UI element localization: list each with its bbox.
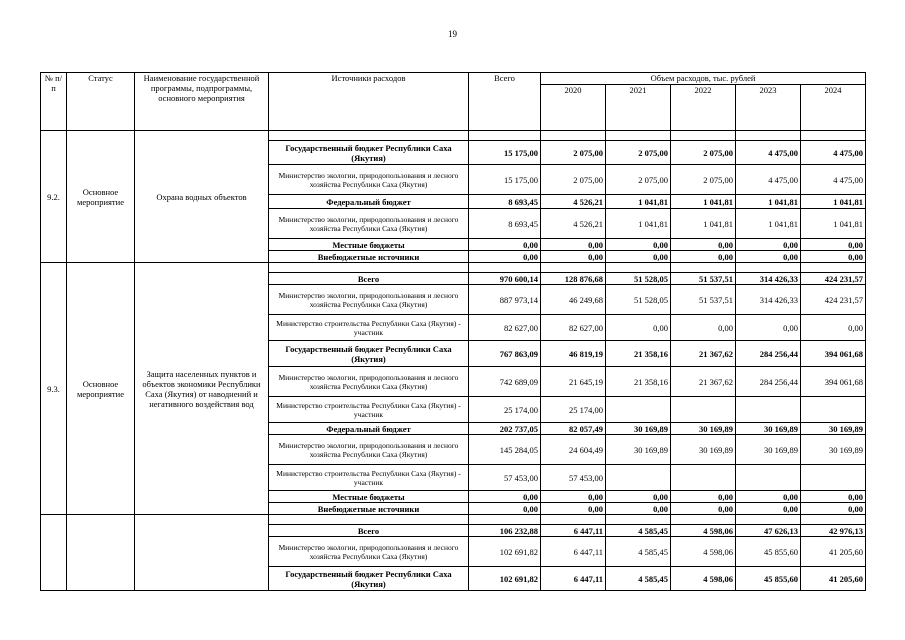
spacer-cell [736,131,801,141]
year-value-cell: 0,00 [671,503,736,515]
source-cell: Министерство экологии, природопользования и лесного хозяйства Республики Саха (Якутия) [269,435,469,465]
year-value-cell: 0,00 [606,239,671,251]
year-value-cell: 57 453,00 [541,465,606,491]
total-value-cell: 0,00 [469,251,541,263]
year-value-cell: 4 475,00 [801,165,866,195]
spacer-cell [469,515,541,525]
spacer-cell [541,515,606,525]
year-value-cell: 6 447,11 [541,567,606,591]
year-value-cell: 0,00 [671,251,736,263]
year-value-cell: 21 358,16 [606,341,671,367]
year-value-cell: 4 526,21 [541,209,606,239]
year-value-cell: 82 057,49 [541,423,606,435]
year-value-cell: 284 256,44 [736,341,801,367]
spacer-cell [671,263,736,273]
row-status [67,515,135,591]
year-value-cell: 284 256,44 [736,367,801,397]
table-body [41,131,866,591]
year-value-cell: 1 041,81 [736,195,801,209]
year-value-cell: 6 447,11 [541,525,606,537]
year-value-cell: 42 976,13 [801,525,866,537]
year-value-cell: 4 475,00 [801,141,866,165]
spacer-cell [541,131,606,141]
source-cell: Внебюджетные источники [269,251,469,263]
year-value-cell: 2 075,00 [671,165,736,195]
year-value-cell: 30 169,89 [736,435,801,465]
total-value-cell: 145 284,05 [469,435,541,465]
page-number: 19 [448,29,457,39]
row-name [135,515,269,591]
year-value-cell: 4 526,21 [541,195,606,209]
spacer-cell [671,131,736,141]
year-value-cell: 0,00 [606,503,671,515]
row-name: Защита населенных пунктов и объектов экономики Республики Саха (Якутия) от наводнений и негативного воздействия вод [135,263,269,515]
year-value-cell: 51 537,51 [671,273,736,285]
year-value-cell: 47 626,13 [736,525,801,537]
header-name: Наименование государственной программы, подпрограммы, основного мероприятия [135,73,269,131]
source-cell: Федеральный бюджет [269,423,469,435]
total-value-cell: 8 693,45 [469,195,541,209]
total-value-cell: 0,00 [469,491,541,503]
year-value-cell: 1 041,81 [671,209,736,239]
spacer-cell [269,131,469,141]
year-value-cell: 46 819,19 [541,341,606,367]
total-value-cell: 767 863,09 [469,341,541,367]
source-cell: Всего [269,525,469,537]
year-value-cell: 4 475,00 [736,141,801,165]
header-year: 2021 [606,85,671,131]
header-status: Статус [67,73,135,131]
source-cell: Государственный бюджет Республики Саха (Якутия) [269,567,469,591]
year-value-cell: 46 249,68 [541,285,606,315]
year-value-cell: 2 075,00 [671,141,736,165]
year-value-cell: 0,00 [736,239,801,251]
spacer-cell [736,515,801,525]
spacer-cell [269,515,469,525]
year-value-cell: 82 627,00 [541,315,606,341]
spacer-cell [469,131,541,141]
source-cell: Министерство строительства Республики Саха (Якутия) - участник [269,397,469,423]
year-value-cell: 0,00 [801,503,866,515]
row-number: 9.2. [41,131,67,263]
header-total: Всего [469,73,541,131]
header-year: 2020 [541,85,606,131]
row-status: Основное мероприятие [67,131,135,263]
row-number [41,515,67,591]
year-value-cell [671,465,736,491]
year-value-cell: 424 231,57 [801,273,866,285]
total-value-cell: 106 232,88 [469,525,541,537]
year-value-cell: 4 598,06 [671,525,736,537]
source-cell: Федеральный бюджет [269,195,469,209]
source-cell: Всего [269,273,469,285]
year-value-cell: 0,00 [671,491,736,503]
year-value-cell: 51 528,05 [606,285,671,315]
year-value-cell: 0,00 [801,251,866,263]
year-value-cell: 394 061,68 [801,341,866,367]
year-value-cell: 314 426,33 [736,285,801,315]
total-value-cell: 742 689,09 [469,367,541,397]
year-value-cell [801,465,866,491]
total-value-cell: 202 737,05 [469,423,541,435]
year-value-cell: 0,00 [671,315,736,341]
spacer-row [41,263,866,273]
source-cell: Министерство строительства Республики Саха (Якутия) - участник [269,465,469,491]
source-cell: Министерство экологии, природопользования и лесного хозяйства Республики Саха (Якутия) [269,367,469,397]
row-number: 9.3. [41,263,67,515]
year-value-cell: 0,00 [541,491,606,503]
year-value-cell: 0,00 [736,315,801,341]
total-value-cell: 0,00 [469,239,541,251]
year-value-cell: 4 598,06 [671,567,736,591]
header-year: 2022 [671,85,736,131]
header-year: 2024 [801,85,866,131]
year-value-cell: 2 075,00 [606,165,671,195]
year-value-cell: 21 358,16 [606,367,671,397]
year-value-cell: 45 855,60 [736,537,801,567]
year-value-cell: 2 075,00 [541,141,606,165]
source-cell: Местные бюджеты [269,491,469,503]
year-value-cell: 30 169,89 [606,423,671,435]
year-value-cell [671,397,736,423]
year-value-cell: 128 876,68 [541,273,606,285]
year-value-cell: 4 598,06 [671,537,736,567]
total-value-cell: 25 174,00 [469,397,541,423]
year-value-cell [736,397,801,423]
year-value-cell: 30 169,89 [736,423,801,435]
year-value-cell: 1 041,81 [671,195,736,209]
year-value-cell: 0,00 [541,239,606,251]
year-value-cell: 2 075,00 [606,141,671,165]
year-value-cell: 21 367,62 [671,367,736,397]
year-value-cell: 30 169,89 [606,435,671,465]
source-cell: Министерство экологии, природопользования и лесного хозяйства Республики Саха (Якутия) [269,209,469,239]
header-year: 2023 [736,85,801,131]
spacer-cell [469,263,541,273]
year-value-cell: 21 367,62 [671,341,736,367]
year-value-cell: 4 585,45 [606,537,671,567]
year-value-cell: 25 174,00 [541,397,606,423]
total-value-cell: 887 973,14 [469,285,541,315]
year-value-cell [606,465,671,491]
year-value-cell: 51 528,05 [606,273,671,285]
year-value-cell: 45 855,60 [736,567,801,591]
year-value-cell: 4 585,45 [606,567,671,591]
row-name: Охрана водных объектов [135,131,269,263]
spacer-cell [606,515,671,525]
spacer-cell [736,263,801,273]
year-value-cell: 314 426,33 [736,273,801,285]
year-value-cell: 1 041,81 [606,209,671,239]
year-value-cell: 424 231,57 [801,285,866,315]
spacer-cell [541,263,606,273]
year-value-cell: 30 169,89 [671,423,736,435]
year-value-cell: 2 075,00 [541,165,606,195]
year-value-cell: 4 475,00 [736,165,801,195]
year-value-cell: 4 585,45 [606,525,671,537]
total-value-cell: 102 691,82 [469,567,541,591]
spacer-cell [606,131,671,141]
header-sources: Источники расходов [269,73,469,131]
year-value-cell: 30 169,89 [671,435,736,465]
year-value-cell: 0,00 [801,315,866,341]
total-value-cell: 102 691,82 [469,537,541,567]
row-status: Основное мероприятие [67,263,135,515]
table-header [41,73,866,131]
source-cell: Министерство экологии, природопользования и лесного хозяйства Республики Саха (Якутия) [269,165,469,195]
spacer-row [41,131,866,141]
spacer-cell [801,263,866,273]
spacer-row [41,515,866,525]
spacer-cell [801,131,866,141]
year-value-cell: 0,00 [606,315,671,341]
year-value-cell: 41 205,60 [801,537,866,567]
total-value-cell: 8 693,45 [469,209,541,239]
total-value-cell: 0,00 [469,503,541,515]
year-value-cell: 1 041,81 [801,209,866,239]
year-value-cell: 1 041,81 [606,195,671,209]
total-value-cell: 15 175,00 [469,165,541,195]
header-volume: Объем расходов, тыс. рублей [541,73,866,85]
spacer-cell [606,263,671,273]
year-value-cell: 0,00 [606,491,671,503]
year-value-cell [606,397,671,423]
source-cell: Местные бюджеты [269,239,469,251]
source-cell: Государственный бюджет Республики Саха (Якутия) [269,141,469,165]
spacer-cell [801,515,866,525]
year-value-cell [736,465,801,491]
year-value-cell: 1 041,81 [736,209,801,239]
year-value-cell: 41 205,60 [801,567,866,591]
source-cell: Министерство экологии, природопользования и лесного хозяйства Республики Саха (Якутия) [269,537,469,567]
year-value-cell: 30 169,89 [801,423,866,435]
budget-table [40,72,866,591]
spacer-cell [671,515,736,525]
year-value-cell: 21 645,19 [541,367,606,397]
total-value-cell: 970 600,14 [469,273,541,285]
spacer-cell [269,263,469,273]
total-value-cell: 82 627,00 [469,315,541,341]
year-value-cell: 0,00 [736,503,801,515]
year-value-cell: 0,00 [671,239,736,251]
source-cell: Государственный бюджет Республики Саха (Якутия) [269,341,469,367]
source-cell: Внебюджетные источники [269,503,469,515]
source-cell: Министерство экологии, природопользования и лесного хозяйства Республики Саха (Якутия) [269,285,469,315]
year-value-cell: 6 447,11 [541,537,606,567]
year-value-cell: 0,00 [801,239,866,251]
year-value-cell: 0,00 [606,251,671,263]
source-cell: Министерство строительства Республики Саха (Якутия) - участник [269,315,469,341]
header-num: № п/п [41,73,67,131]
year-value-cell: 0,00 [801,491,866,503]
year-value-cell: 51 537,51 [671,285,736,315]
total-value-cell: 57 453,00 [469,465,541,491]
year-value-cell: 0,00 [736,491,801,503]
year-value-cell: 1 041,81 [801,195,866,209]
year-value-cell: 24 604,49 [541,435,606,465]
year-value-cell: 30 169,89 [801,435,866,465]
year-value-cell: 0,00 [541,503,606,515]
total-value-cell: 15 175,00 [469,141,541,165]
year-value-cell: 0,00 [541,251,606,263]
year-value-cell: 394 061,68 [801,367,866,397]
year-value-cell [801,397,866,423]
year-value-cell: 0,00 [736,251,801,263]
